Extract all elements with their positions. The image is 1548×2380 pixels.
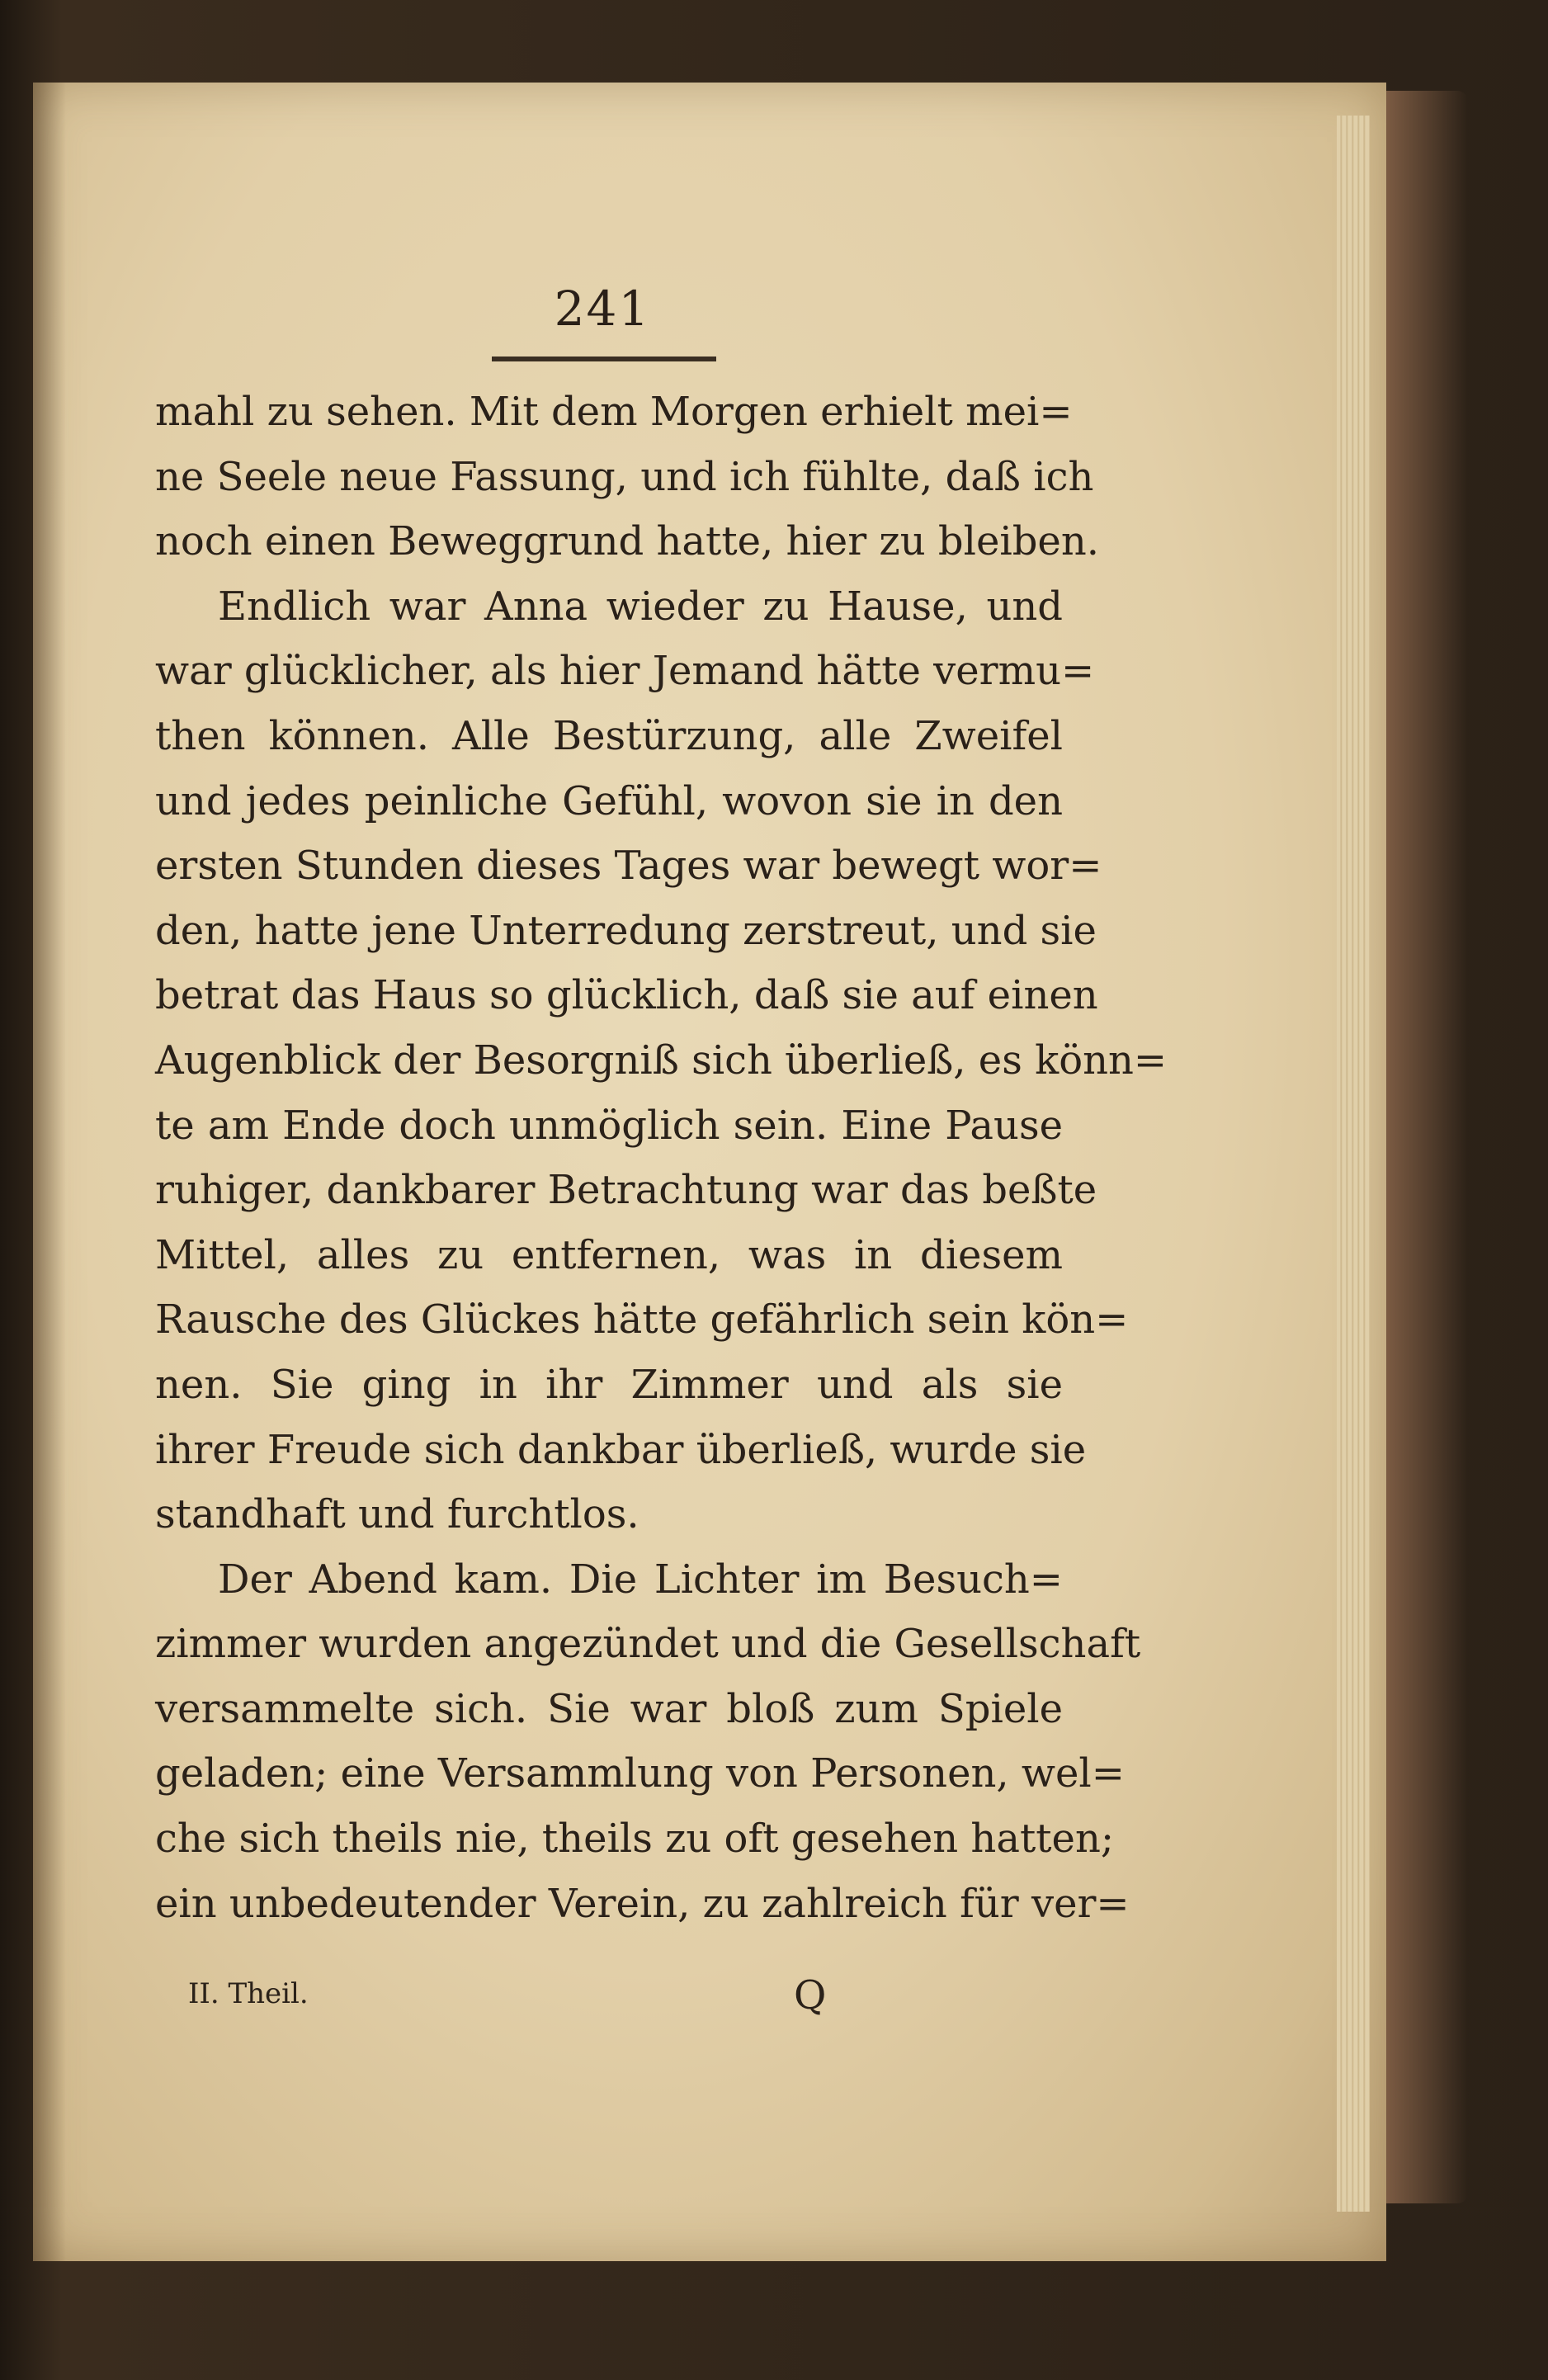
text-line: Endlich war Anna wieder zu Hause, und (218, 583, 1063, 630)
text-line: standhaft und furchtlos. (155, 1491, 639, 1538)
text-line: then können. Alle Bestürzung, alle Zweifel (155, 712, 1063, 759)
text-line: mahl zu sehen. Mit dem Morgen erhielt mei= (155, 389, 1073, 435)
text-line: ein unbedeutender Verein, zu zahlreich für ver= (155, 1880, 1130, 1927)
text-line: che sich theils nie, theils zu oft gesehen hatten; (155, 1816, 1115, 1863)
text-line: betrat das Haus so glücklich, daß sie auf einen (155, 972, 1098, 1019)
page-footer (188, 1972, 865, 2027)
page-number: 241 (554, 281, 651, 337)
volume-label: II. Theil. (188, 1977, 309, 2010)
text-line: ihrer Freude sich dankbar überließ, wurde sie (155, 1426, 1087, 1473)
header-rule (492, 357, 716, 361)
text-line: versammelte sich. Sie war bloß zum Spiele (155, 1685, 1063, 1732)
text-line: ne Seele neue Fassung, und ich fühlte, daß ich (155, 453, 1094, 500)
text-line: te am Ende doch unmöglich sein. Eine Pause (155, 1102, 1063, 1149)
text-line: war glücklicher, als hier Jemand hätte vermu= (155, 648, 1095, 695)
text-line: geladen; eine Versammlung von Personen, wel= (155, 1750, 1125, 1797)
text-line: zimmer wurden angezündet und die Gesellschaft (155, 1621, 1141, 1668)
text-line: Augenblick der Besorgniß sich überließ, es könn= (155, 1037, 1168, 1084)
text-line: Der Abend kam. Die Lichter im Besuch= (218, 1556, 1063, 1603)
gutter-shadow (33, 83, 66, 2261)
page-stack-edge (1337, 116, 1370, 2212)
text-line: noch einen Beweggrund hatte, hier zu bleiben. (155, 518, 1100, 565)
text-line: Mittel, alles zu entfernen, was in diesem (155, 1231, 1063, 1278)
body-text (155, 380, 1168, 1936)
text-line: und jedes peinliche Gefühl, wovon sie in den (155, 777, 1063, 824)
text-line: den, hatte jene Unterredung zerstreut, und sie (155, 907, 1097, 954)
text-line: ruhiger, dankbarer Betrachtung war das beßte (155, 1167, 1097, 1214)
signature-mark: Q (794, 1972, 827, 2019)
text-line: ersten Stunden dieses Tages war bewegt wor= (155, 843, 1102, 890)
text-line: Rausche des Glückes hätte gefährlich sein kön= (155, 1296, 1129, 1343)
text-line: nen. Sie ging in ihr Zimmer und als sie (155, 1361, 1063, 1408)
